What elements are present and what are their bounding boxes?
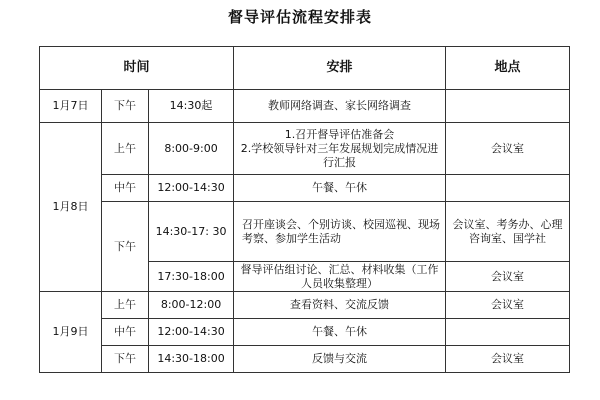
location-cell: 会议室 [446, 292, 570, 319]
time-cell: 14:30起 [149, 90, 234, 123]
header-row [40, 47, 570, 90]
table-row [40, 123, 570, 175]
time-cell: 17:30-18:00 [149, 262, 234, 292]
location-cell: 会议室、考务办、心理咨询室、国学社 [446, 202, 570, 262]
table-row [40, 346, 570, 373]
arrangement-cell: 教师网络调查、家长网络调查 [234, 90, 446, 123]
period-cell: 上午 [102, 123, 149, 175]
table-row [40, 175, 570, 202]
arrangement-cell: 召开座谈会、个别访谈、校园巡视、现场考察、参加学生活动 [234, 202, 446, 262]
time-cell: 12:00-14:30 [149, 175, 234, 202]
arrangement-cell: 督导评估组讨论、汇总、材料收集（工作人员收集整理） [234, 262, 446, 292]
time-cell: 8:00-9:00 [149, 123, 234, 175]
table-row [40, 202, 570, 262]
page-title: 督导评估流程安排表 [227, 8, 372, 26]
period-cell: 中午 [102, 319, 149, 346]
period-cell: 中午 [102, 175, 149, 202]
location-cell: 会议室 [446, 262, 570, 292]
period-cell: 下午 [102, 90, 149, 123]
date-cell: 1月9日 [40, 292, 102, 373]
date-cell: 1月7日 [40, 90, 102, 123]
header-location: 地点 [446, 47, 570, 90]
time-cell: 14:30-18:00 [149, 346, 234, 373]
arrangement-cell: 午餐、午休 [234, 175, 446, 202]
date-cell: 1月8日 [40, 123, 102, 292]
schedule-table [39, 46, 570, 373]
arrangement-line: 1.召开督导评估准备会 2.学校领导针对三年发展规划完成情况进行汇报 [240, 127, 439, 169]
header-arrangement: 安排 [234, 47, 446, 90]
table-row [40, 90, 570, 123]
time-cell: 14:30-17: 30 [149, 202, 234, 262]
arrangement-cell [234, 123, 446, 175]
table-row [40, 319, 570, 346]
time-cell: 12:00-14:30 [149, 319, 234, 346]
table-row [40, 292, 570, 319]
arrangement-cell: 午餐、午休 [234, 319, 446, 346]
arrangement-cell: 反馈与交流 [234, 346, 446, 373]
location-cell: 会议室 [446, 346, 570, 373]
period-cell: 上午 [102, 292, 149, 319]
period-cell: 下午 [102, 346, 149, 373]
header-time: 时间 [40, 47, 234, 90]
location-cell [446, 319, 570, 346]
location-cell: 会议室 [446, 123, 570, 175]
period-cell: 下午 [102, 202, 149, 292]
location-cell [446, 90, 570, 123]
arrangement-cell: 查看资料、交流反馈 [234, 292, 446, 319]
location-cell [446, 175, 570, 202]
time-cell: 8:00-12:00 [149, 292, 234, 319]
